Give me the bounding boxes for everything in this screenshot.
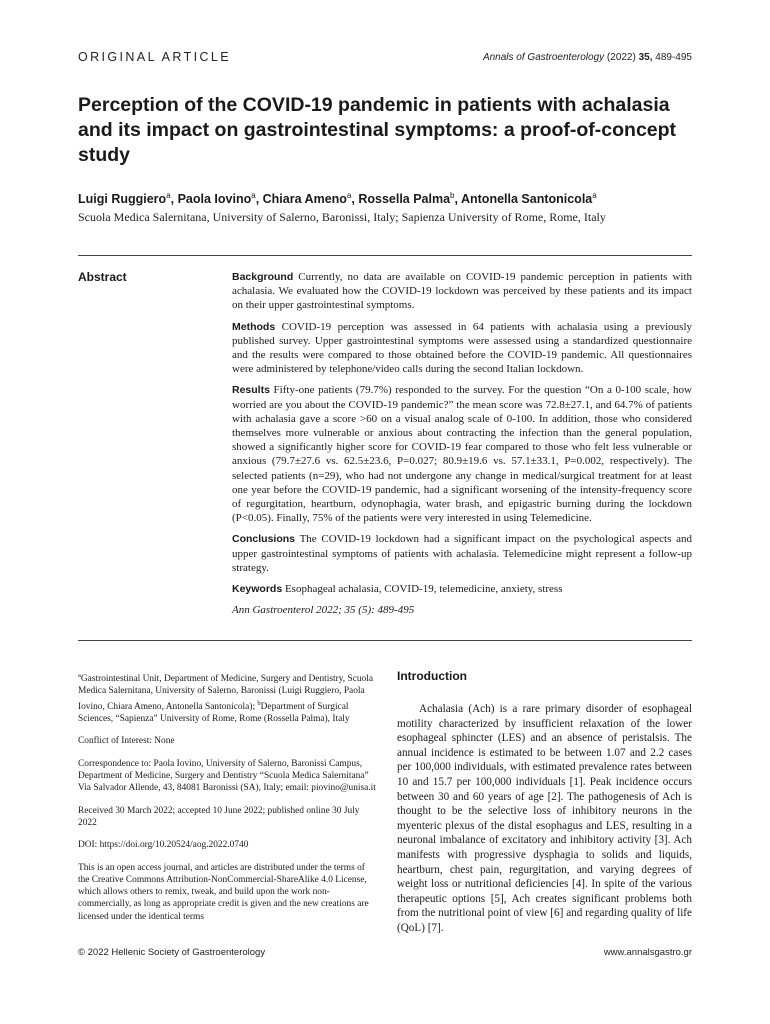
- journal-reference: [483, 52, 692, 63]
- journal-name: Annals of Gastroenterology: [482, 52, 605, 63]
- results-label: Results: [232, 384, 270, 397]
- abstract-methods: [232, 320, 692, 377]
- background-label: Background: [232, 271, 294, 283]
- affil-mark-b: b: [257, 699, 261, 707]
- license-note: This is an open access journal, and articles are distributed under the terms of the Creative Commons Attribution-NonCommercial-ShareAlike 4.0 License, which allows others to remix, tweak, and build upon the work non-commercially, as long as appropriate credit is given and the new creations are licensed under the identical terms: [78, 862, 369, 922]
- article-title: Perception of the COVID-19 pandemic in patients with achalasia and its impact on gastrointestinal symptoms: a proof-of-concept study: [78, 94, 677, 166]
- journal-volume: 35,: [638, 52, 653, 63]
- conclusions-label: Conclusions: [232, 533, 296, 546]
- abstract-body: [232, 270, 692, 624]
- article-notes: [78, 670, 376, 933]
- author-mark: a: [592, 191, 597, 200]
- author-name: Antonella Santonicola: [460, 192, 593, 207]
- background-text: Currently, no data are available on COVID-19 pandemic perception in patients with achalasia. We evaluated how the COVID-19 lockdown was perceived by these patients and its impact on their upper gastrointestinal symptoms.: [232, 271, 692, 312]
- correspondence: Correspondence to: Paola Iovino, University of Salerno, Baronissi Campus, Department of Medicine, Surgery and Dentistry “Scuola Medica Salernitana” Via Salvador Allende, 43, 84081 Baronissi (SA), Italy; email: piovino@unisa.it: [78, 758, 376, 794]
- abstract-keywords: [232, 582, 692, 596]
- keywords-label: Keywords: [232, 583, 283, 596]
- affiliation-a: Gastrointestinal Unit, Department of Medicine, Surgery and Dentistry, Scuola Medica Salernitana, University of Salerno, Baronissi (Luigi Ruggiero, Paola Iovino, Chiara Ameno, Antonella Santonicola);: [78, 674, 374, 712]
- website-footer: www.annalsgastro.gr: [603, 947, 692, 958]
- abstract-heading: Abstract: [78, 270, 127, 284]
- author-mark: a: [166, 191, 171, 200]
- doi: DOI: https://doi.org/10.20524/aog.2022.0740: [78, 840, 249, 851]
- author-name: Luigi Ruggiero: [78, 192, 167, 207]
- author-mark: b: [450, 191, 455, 200]
- abstract-top-rule: [78, 255, 692, 256]
- conflict-of-interest: Conflict of Interest: None: [78, 736, 175, 747]
- affil-mark-a: a: [78, 672, 81, 679]
- author-list: Luigi Ruggiero$^a$, Paola Iovino$^a$, Chiara Ameno$^a$, Rossella Palma$^b$, Antonella Santonicola$^a$: [78, 191, 597, 207]
- results-text: Fifty-one patients (79.7%) responded to the survey. For the question “On a 0-100 scale, how worried are you about the COVID-19 pandemic?” the mean score was 72.8±27.1, and 64.7% of patients with achalasia gave a score >60 on a visual analog scale of 0-100. In addition, those who considered themselves more vulnerable or anxious about contracting the infection than the general population, showed a significantly higher score for COVID-19 fear compared to those who felt less vulnerable or anxious (79.7±27.6 vs. 62.5±23.6, P=0.027; 80.9±19.6 vs. 57.1±33.1, P=0.002, respectively). The selected patients (n=29), who had not undergone any change in medical/surgical treatment for at least one year before the COVID-19 pandemic, had a significant worsening of the intensity-frequency score of regurgitation, heartburn, odynophagia, water brash, and epigastric burning during the lockdown (P<0.05). Finally, 75% of the patients were very interested in using Telemedicine.: [232, 384, 692, 525]
- received-dates: Received 30 March 2022; accepted 10 June 2022; published online 30 July 2022: [78, 805, 360, 828]
- keywords-text: Esophageal achalasia, COVID-19, telemedicine, anxiety, stress: [284, 583, 563, 596]
- author-mark: a: [346, 191, 352, 200]
- conclusions-text: The COVID-19 lockdown had a significant impact on the psychological aspects and upper gastrointestinal symptoms of patients with achalasia. Telemedicine might represent a follow-up strategy.: [232, 533, 692, 574]
- abstract-citation: Ann Gastroenterol 2022; 35 (5): 489-495: [232, 604, 415, 617]
- methods-text: COVID-19 perception was assessed in 64 patients with achalasia using a previously published survey. Upper gastrointestinal symptoms were assessed using a standardized questionnaire and the results were compared to those obtained before the COVID-19 pandemic. All questionnaires were administered by telephone/video calls during the second Italian lockdown.: [232, 320, 692, 376]
- methods-label: Methods: [232, 320, 276, 333]
- copyright-footer: © 2022 Hellenic Society of Gastroenterology: [78, 947, 266, 958]
- author-mark: a: [251, 191, 256, 200]
- journal-year: (2022): [606, 52, 636, 63]
- abstract-bottom-rule: [78, 640, 692, 641]
- author-name: Chiara Ameno: [262, 192, 347, 207]
- introduction-text: Achalasia (Ach) is a rare primary disorder of esophageal motility characterized by insufficient relaxation of the lower esophageal sphincter (LES) and an absence of peristalsis. The annual incidence is estimated to be between 1.07 and 2.2 cases per 100,000 individuals, with estimated prevalence rates between 10 and 15.7 per 100,000 individuals [1]. Peak incidence occurs between 30 and 60 years of age [2]. The pathogenesis of Ach is thought to be the selective loss of inhibitory neurons in the myenteric plexus of the distal esophagus and LES, resulting in a neuronal imbalance of excitatory and inhibitory activity [3]. Ach manifests with progressive dysphagia to solids and liquids, heartburn, chest pain, regurgitation, and varying degrees of weight loss or nutritional deficiencies [4]. In spite of the various therapeutic options [5], Ach creates significant problems both from the nutritional point of view [6] and regarding quality of life (QoL) [7].: [397, 703, 692, 934]
- affiliation-line: Scuola Medica Salernitana, University of Salerno, Baronissi, Italy; Sapienza University of Rome, Rome, Italy: [78, 210, 606, 224]
- abstract-results: [232, 383, 692, 525]
- abstract-background: [232, 270, 692, 313]
- author-name: Rossella Palma: [358, 192, 451, 207]
- affiliation-notes: [78, 670, 376, 725]
- affiliation-b: Department of Surgical Sciences, “Sapienza” University of Rome, Rome (Rossella Palma), Italy: [78, 701, 350, 725]
- journal-pages: 489-495: [655, 52, 692, 63]
- section-label: ORIGINAL ARTICLE: [78, 50, 232, 64]
- author-name: Paola Iovino: [177, 192, 252, 207]
- introduction-heading: Introduction: [397, 669, 467, 683]
- abstract-conclusions: [232, 532, 692, 575]
